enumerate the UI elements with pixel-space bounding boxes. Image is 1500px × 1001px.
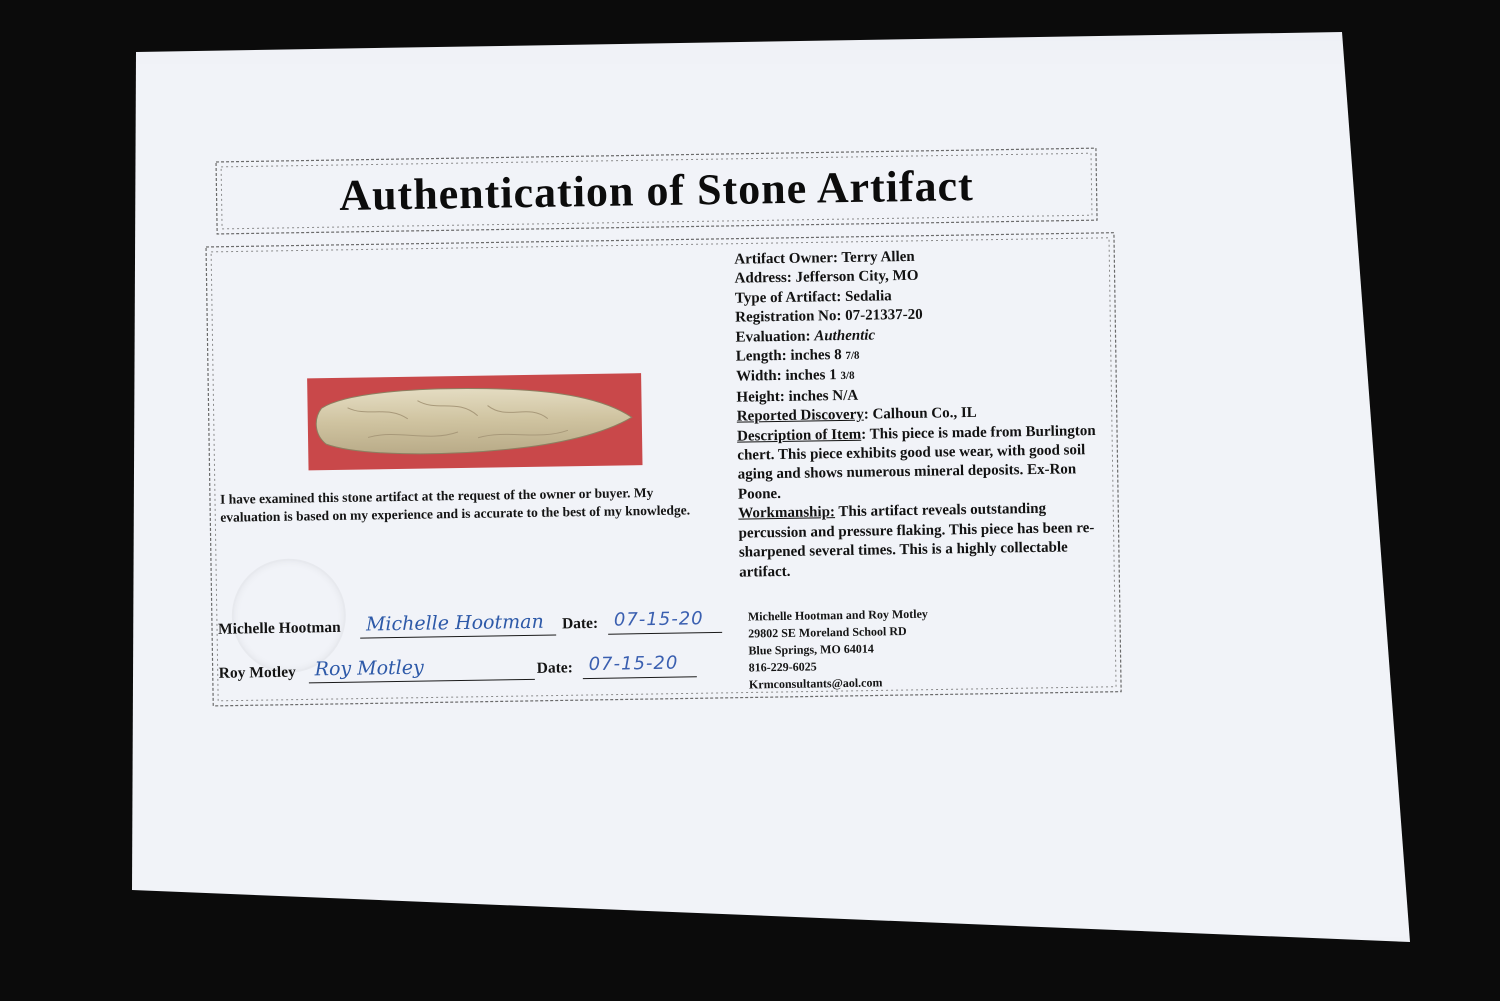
contact-names: Michelle Hootman and Roy Motley — [747, 606, 928, 624]
workmanship-value: This artifact reveals outstanding percussion and pressure flaking. This piece has been re-sharpened several times. This is a highly collectable artifact. — [738, 501, 1095, 581]
certificate-body — [204, 231, 1123, 708]
length-whole: 8 — [834, 347, 842, 364]
handwritten-signature: Michelle Hootman — [360, 609, 556, 639]
height-value: N/A — [832, 387, 859, 404]
title-band — [214, 146, 1099, 236]
examiner-statement: I have examined this stone artifact at the request of the owner or buyer. My evaluation is based on my experience and is accurate to the best of my knowledge. — [219, 484, 691, 525]
width-whole: 1 — [829, 367, 837, 384]
signer-name: Michelle Hootman — [217, 618, 341, 638]
width-label: Width: inches — [736, 367, 826, 386]
artifact-photo — [307, 373, 642, 470]
contact-street: 29802 SE Moreland School RD — [748, 624, 907, 641]
date-label: Date: — [561, 614, 599, 633]
address-value: Jefferson City, MO — [795, 268, 919, 287]
discovery-value: : Calhoun Co., IL — [863, 405, 977, 423]
description-paragraph — [737, 421, 1114, 505]
height-label: Height: inches — [736, 388, 829, 406]
registration-value: 07-21337-20 — [845, 306, 923, 325]
width-fraction: 3/8 — [840, 370, 855, 383]
stone-blade-image — [307, 373, 642, 470]
handwritten-signature: Roy Motley — [308, 653, 534, 684]
discovery-label: Reported Discovery — [736, 406, 864, 425]
workmanship-paragraph — [738, 499, 1115, 583]
signature-date: 07-15-20 — [608, 606, 722, 635]
contact-city: Blue Springs, MO 64014 — [748, 641, 874, 658]
evaluation-value: Authentic — [814, 327, 876, 345]
length-label: Length: inches — [735, 347, 831, 365]
contact-email: Krmconsultants@aol.com — [748, 675, 883, 692]
address-label: Address: — [734, 270, 792, 288]
type-label: Type of Artifact: — [734, 288, 842, 307]
contact-block — [748, 603, 1109, 694]
artifact-details — [734, 245, 1115, 583]
owner-value: Terry Allen — [841, 248, 915, 266]
signer-name: Roy Motley — [218, 663, 296, 682]
signature-date: 07-15-20 — [582, 650, 696, 679]
length-fraction: 7/8 — [845, 349, 860, 362]
registration-label: Registration No: — [735, 308, 842, 326]
description-value: : This piece is made from Burlington chert. This piece exhibits good use wear, with good soil aging and shows numerous mineral deposits. Ex-Ron Poone. — [737, 422, 1096, 503]
evaluation-label: Evaluation: — [735, 328, 811, 346]
date-label: Date: — [536, 659, 573, 677]
contact-phone: 816-229-6025 — [748, 659, 817, 675]
document-title: Authentication of Stone Artifact — [338, 161, 975, 221]
description-label: Description of Item — [736, 426, 862, 445]
type-value: Sedalia — [844, 288, 892, 305]
workmanship-label: Workmanship: — [738, 504, 836, 522]
owner-label: Artifact Owner: — [734, 250, 839, 268]
